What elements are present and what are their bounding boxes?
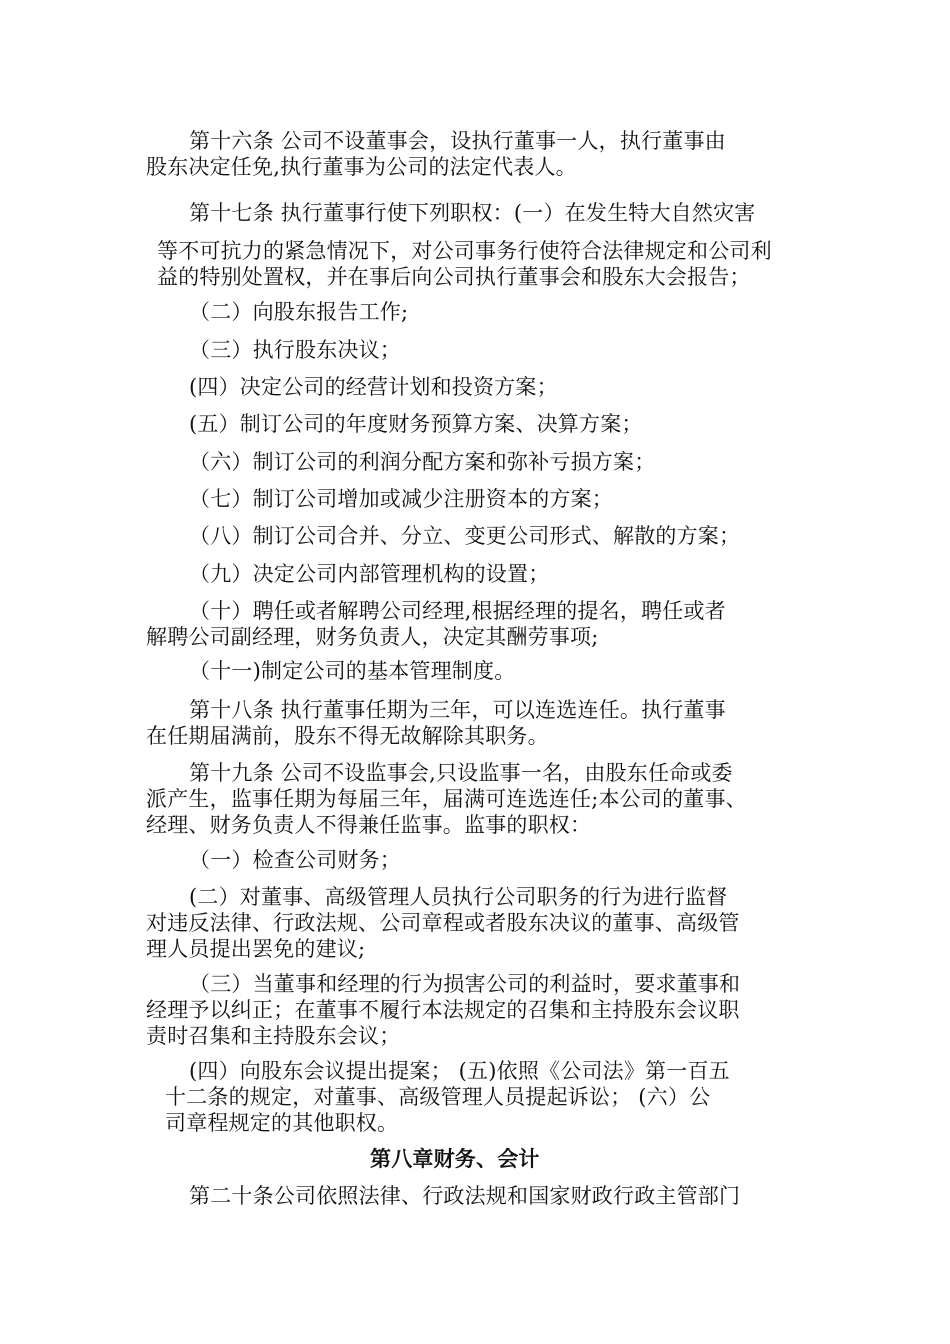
article-16-line-1: 第十六条 公司不设董事会，设执行董事一人，执行董事由	[189, 129, 726, 153]
supervisor-item-2-line-3: 理人员提出罢免的建议;	[146, 937, 366, 961]
list-item-9: （九）决定公司内部管理机构的设置；	[189, 562, 550, 586]
supervisor-item-4-line-2: 十二条的规定，对董事、高级管理人员提起诉讼； (六）公	[165, 1085, 711, 1109]
supervisor-item-4-line-3: 司章程规定的其他职权。	[165, 1111, 399, 1135]
supervisor-item-3-line-3: 责时召集和主持股东会议；	[146, 1024, 401, 1048]
list-item-10-line-2: 解聘公司副经理，财务负责人，决定其酬劳事项;	[146, 625, 599, 649]
list-item-4: (四）决定公司的经营计划和投资方案；	[189, 375, 558, 399]
list-item-8: （八）制订公司合并、分立、变更公司形式、解散的方案；	[189, 524, 741, 548]
article-17-line-2: 等不可抗力的紧急情况下，对公司事务行使符合法律规定和公司利	[157, 239, 772, 263]
supervisor-item-3-line-2: 经理予以纠正；在董事不履行本法规定的召集和主持股东会议职	[146, 998, 740, 1022]
list-item-7: （七）制订公司增加或减少注册资本的方案；	[189, 487, 613, 511]
article-18-line-2: 在任期届满前，股东不得无故解除其职务。	[146, 724, 549, 748]
article-19-line-1: 第十九条 公司不设监事会,只设监事一名，由股东任命或委	[189, 761, 733, 785]
list-item-2: （二）向股东报告工作;	[189, 300, 409, 324]
supervisor-item-1: （一）检查公司财务；	[189, 848, 401, 872]
article-20-line-1: 第二十条公司依照法律、行政法规和国家财政行政主管部门	[189, 1184, 741, 1208]
supervisor-item-3-line-1: （三）当董事和经理的行为损害公司的利益时，要求董事和	[189, 972, 741, 996]
list-item-10-line-1: （十）聘任或者解聘公司经理,根据经理的提名，聘任或者	[189, 599, 726, 623]
article-17-line-3: 益的特别处置权，并在事后向公司执行董事会和股东大会报告；	[157, 265, 751, 289]
article-19-line-2: 派产生，监事任期为每届三年，届满可连选连任;本公司的董事、	[146, 787, 747, 811]
chapter-heading: 第八章财务、会计	[370, 1146, 540, 1171]
list-item-5: (五）制订公司的年度财务预算方案、决算方案；	[189, 412, 643, 436]
article-19-line-3: 经理、财务负责人不得兼任监事。监事的职权：	[146, 813, 592, 837]
article-18-line-1: 第十八条 执行董事任期为三年，可以连选连任。执行董事	[189, 698, 726, 722]
list-item-3: （三）执行股东决议；	[189, 338, 401, 362]
list-item-6: （六）制订公司的利润分配方案和弥补亏损方案；	[189, 450, 656, 474]
list-item-11: （十一)制定公司的基本管理制度。	[189, 659, 516, 683]
article-16-line-2: 股东决定任免,执行董事为公司的法定代表人。	[146, 155, 577, 179]
supervisor-item-4-line-1: (四）向股东会议提出提案； (五)依照《公司法》第一百五	[189, 1059, 730, 1083]
article-17-line-1: 第十七条 执行董事行使下列职权：(一）在发生特大自然灾害	[189, 201, 756, 225]
supervisor-item-2-line-1: (二）对董事、高级管理人员执行公司职务的行为进行监督	[189, 885, 728, 909]
supervisor-item-2-line-2: 对违反法律、行政法规、公司章程或者股东决议的董事、高级管	[146, 911, 740, 935]
